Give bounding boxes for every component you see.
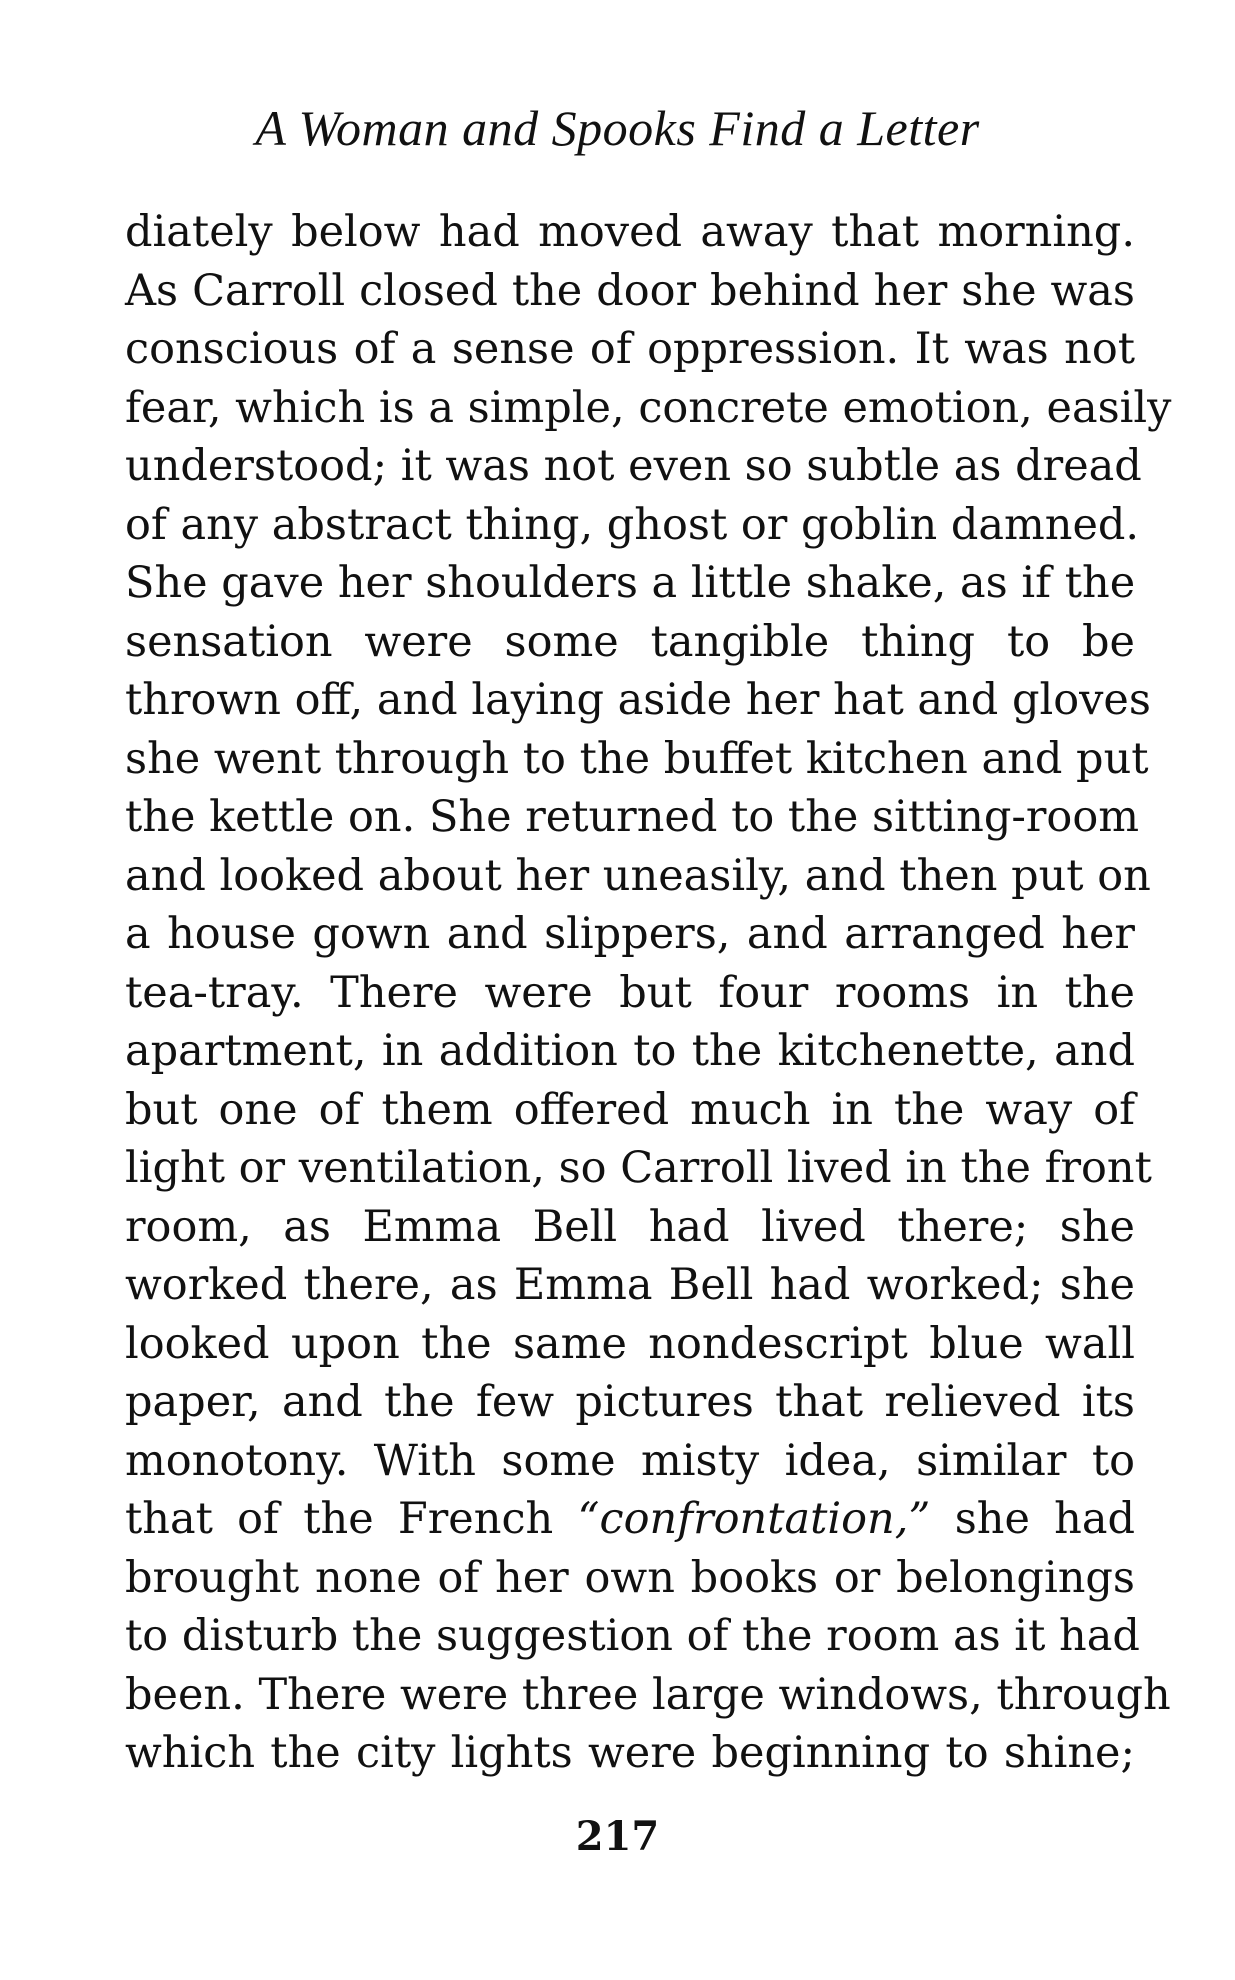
text-line: monotony. With some misty idea, similar to — [125, 1435, 1135, 1486]
text-line: sensation were some tangible thing to be — [125, 616, 1135, 667]
text-line: but one of them offered much in the way of — [125, 1084, 1135, 1135]
text-line: worked there, as Emma Bell had worked; she — [125, 1260, 1135, 1310]
text-line: light or ventilation, so Carroll lived in the front — [125, 1143, 1152, 1193]
text-line: fear, which is a simple, concrete emotion, easily — [125, 382, 1172, 433]
text-line: brought none of her own books or belongings — [125, 1552, 1135, 1603]
running-header: A Woman and Spooks Find a Letter — [255, 100, 980, 156]
text-line: a house gown and slippers, and arranged her — [125, 909, 1135, 959]
text-line: conscious of a sense of oppression. It was not — [125, 324, 1135, 374]
text-segment: that of the French — [125, 1494, 554, 1544]
text-line: the kettle on. She returned to the sitting-room — [125, 792, 1139, 842]
body-text — [125, 203, 1172, 1783]
text-line: been. There were three large windows, through — [125, 1669, 1171, 1720]
text-line-with-italic — [125, 1490, 1135, 1549]
text-line: She gave her shoulders a little shake, as if the — [125, 558, 1136, 608]
text-line: of any abstract thing, ghost or goblin damned. — [125, 499, 1140, 550]
text-line: apartment, in addition to the kitchenette, and — [125, 1026, 1135, 1076]
text-line: understood; it was not even so subtle as dread — [125, 441, 1142, 491]
text-line: and looked about her uneasily, and then put on — [125, 850, 1151, 901]
text-line: looked upon the same nondescript blue wall — [125, 1318, 1135, 1369]
text-line: As Carroll closed the door behind her she was — [125, 265, 1135, 316]
text-line: to disturb the suggestion of the room as it had — [125, 1611, 1140, 1661]
text-line: paper, and the few pictures that relieved its — [125, 1377, 1135, 1427]
text-line: diately below had moved away that morning. — [125, 207, 1135, 257]
italic-term: “confrontation,” — [577, 1494, 931, 1544]
text-segment: she had — [954, 1494, 1136, 1544]
text-line: room, as Emma Bell had lived there; she — [125, 1201, 1135, 1252]
page-number: 217 — [575, 1813, 660, 1860]
text-line: tea-tray. There were but four rooms in the — [125, 967, 1135, 1018]
text-line: she went through to the buffet kitchen and put — [125, 733, 1149, 784]
text-line: thrown off, and laying aside her hat and gloves — [125, 675, 1151, 725]
text-line: which the city lights were beginning to shine; — [125, 1728, 1135, 1778]
